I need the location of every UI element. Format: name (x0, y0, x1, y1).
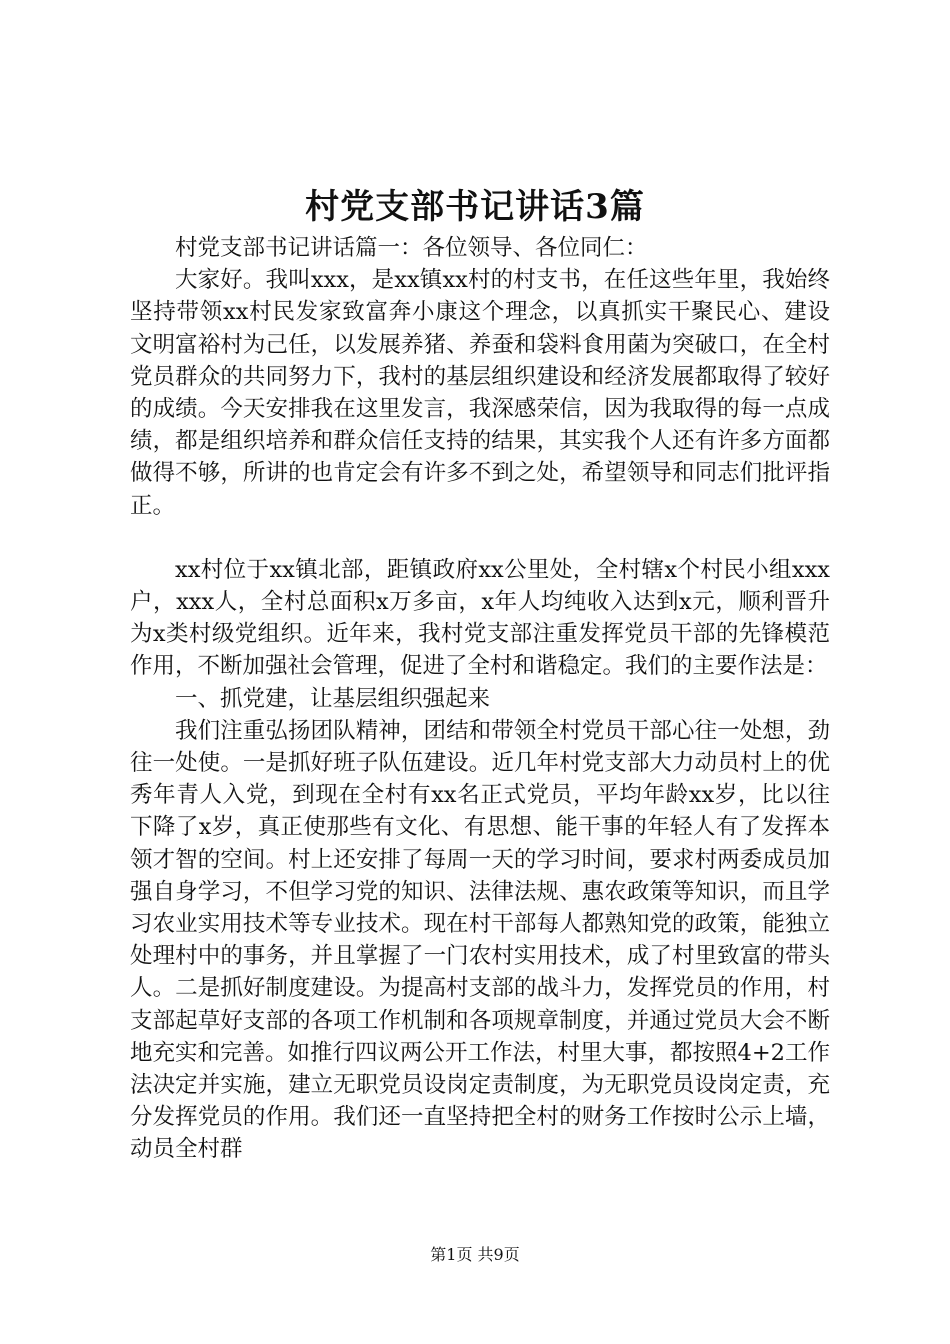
document-body (130, 232, 830, 1166)
paragraph-introduction: 大家好。我叫xxx，是xx镇xx村的村支书，在任这些年里，我始终坚持带领xx村民发家致富奔小康这个理念，以真抓实干聚民心、建设文明富裕村为己任，以发展养猪、养蚕和袋料食用菌为突破口，在全村党员群众的共同努力下，我村的基层组织建设和经济发展都取得了较好的成绩。今天安排我在这里发言，我深感荣信，因为我取得的每一点成绩，都是组织培养和群众信任支持的结果，其实我个人还有许多方面都做得不够，所讲的也肯定会有许多不到之处，希望领导和同志们批评指正。 (130, 267, 830, 519)
paragraph-village-overview: xx村位于xx镇北部，距镇政府xx公里处，全村辖x个村民小组xxx户，xxx人，全村总面积x万多亩，x年人均纯收入达到x元，顺利晋升为x类村级党组织。近年来，我村党支部注重发挥党员干部的先锋模范作用，不断加强社会管理，促进了全村和谐稳定。我们的主要作法是： (130, 556, 830, 680)
paragraph-spacer (130, 522, 830, 554)
document-title: 村党支部书记讲话3篇 (305, 187, 645, 227)
page-indicator: 第1页 共9页 (430, 1245, 520, 1264)
section-heading: 一、抓党建，让基层组织强起来 (175, 685, 491, 712)
paragraph-party-building: 我们注重弘扬团队精神，团结和带领全村党员干部心往一处想，劲往一处使。一是抓好班子队伍建设。近几年村党支部大力动员村上的优秀年青人入党，到现在全村有xx名正式党员，平均年龄xx岁，比以往下降了x岁，真正使那些有文化、有思想、能干事的年轻人有了发挥本领才智的空间。村上还安排了每周一天的学习时间，要求村两委成员加强自身学习，不但学习党的知识、法律法规、惠农政策等知识，而且学习农业实用技术等专业技术。现在村干部每人都熟知党的政策，能独立处理村中的事务，并且掌握了一门农村实用技术，成了村里致富的带头人。二是抓好制度建设。为提高村支部的战斗力，发挥党员的作用，村支部起草好支部的各项工作机制和各项规章制度，并通过党员大会不断地充实和完善。如推行四议两公开工作法，村里大事，都按照4+2工作法决定并实施，建立无职党员设岗定责制度，为无职党员设岗定责，充分发挥党员的作用。我们还一直坚持把全村的财务工作按时公示上墙，动员全村群 (130, 717, 830, 1163)
opening-line: 村党支部书记讲话篇一：各位领导、各位同仁： (175, 235, 648, 261)
